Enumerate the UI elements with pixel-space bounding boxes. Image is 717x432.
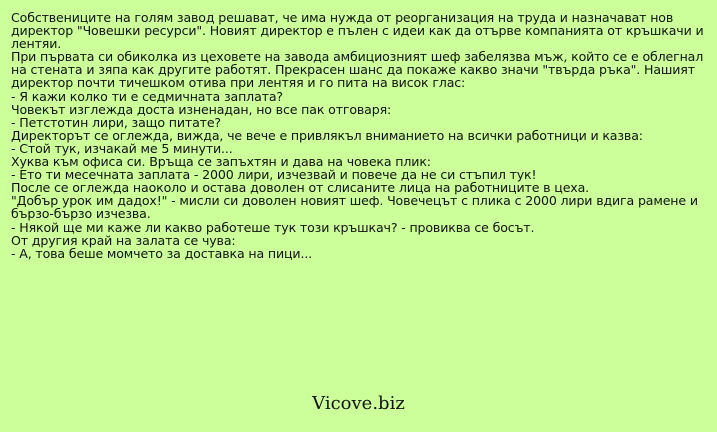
paragraph-6: Директорът се оглежда, вижда, че вече е привлякъл вниманието на всички работници и казва: [11,127,643,143]
paragraph-13: От другия край на залата се чува: [11,232,236,248]
joke-text [11,11,711,260]
paragraph-11: "Добър урок им дадох!" - мисли си доволен новият шеф. Човечецът с плика с 2000 лири вдига рамене и бързо-бързо изчезва. [11,193,698,222]
site-watermark: Vicove.biz [312,393,405,414]
paragraph-7: - Стой тук, изчакай ме 5 минути... [11,140,233,156]
paragraph-2: При първата си обиколка из цеховете на завода амбициозният шеф забелязва мъж, който се е облегнал на стената и зяпа как другите работят. Прекрасен шанс да покаже какво значи "твърда ръка". Нашият директор почти тичешком отива при лентяя и го пита на висок глас: [11,49,704,91]
paragraph-1: Собствениците на голям завод решават, че има нужда от реорганизация на труда и назначават нов директор "Човешки ресурси". Новият директор е пълен с идеи как да отърве компанията от кръшкачи и лентяи. [11,10,704,52]
paragraph-10: После се оглежда наоколо и остава доволен от слисаните лица на работниците в цеха. [11,180,590,196]
paragraph-9: - Ето ти месечната заплата - 2000 лири, изчезвай и повече да не си стъпил тук! [11,167,537,183]
paragraph-8: Хуква към офиса си. Връща се запъхтян и дава на човека плик: [11,154,431,170]
paragraph-3: - Я кажи колко ти е седмичната заплата? [11,88,283,104]
paragraph-12: - Някой ще ми каже ли какво работеше тук този кръшкач? - провиква се босът. [11,219,535,235]
paragraph-5: - Петстотин лири, защо питате? [11,114,221,130]
paragraph-4: Човекът изглежда доста изненадан, но все пак отговаря: [11,101,392,117]
paragraph-14: - А, това беше момчето за доставка на пици... [11,245,313,261]
